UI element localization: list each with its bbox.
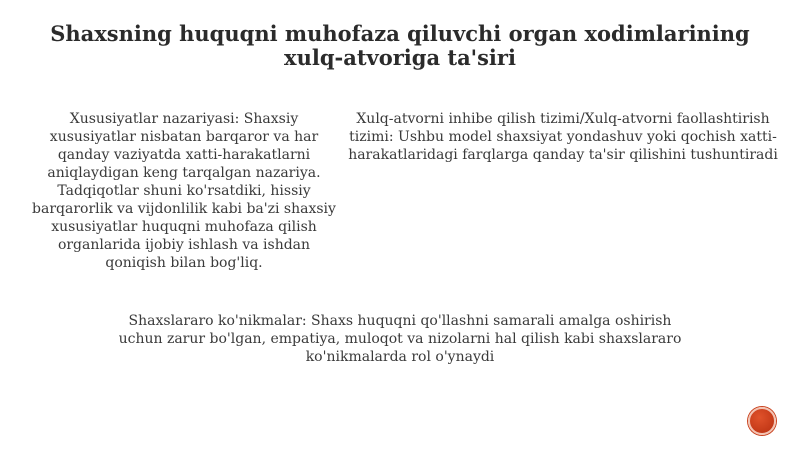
- slide-title: Shaxsning huquqni muhofaza qiluvchi organ xodimlarining xulq-atvoriga ta'siri: [50, 21, 750, 70]
- traits-theory-text: Xususiyatlar nazariyasi: Shaxsiy xususiyatlar nisbatan barqaror va har qanday vaziyatda xatti-harakatlarni aniqlaydigan keng tarqalgan nazariya. Tadqiqotlar shuni ko'rsatdiki, hissiy barqarorlik va vijdonlilik kabi ba'zi shaxsiy xususiyatlar huquqni muhofaza qilish organlarida ijobiy ishlash va ishdan qoniqish bilan bog'liq.: [32, 111, 336, 271]
- bis-bas-text: Xulq-atvorni inhibe qilish tizimi/Xulq-atvorni faollashtirish tizimi: Ushbu model shaxsiyat yondashuv yoki qochish xatti-harakatlaridagi farqlarga qanday ta'sir qilishini tushuntiradi: [348, 111, 778, 163]
- interpersonal-skills-text: Shaxslararo ko'nikmalar: Shaxs huquqni qo'llashni samarali amalga oshirish uchun zarur bo'lgan, empatiya, muloqot va nizolarni hal qilish kabi shaxslararo ko'nikmalarda rol o'ynaydi: [118, 313, 682, 365]
- slide-nav-button[interactable]: [748, 407, 776, 435]
